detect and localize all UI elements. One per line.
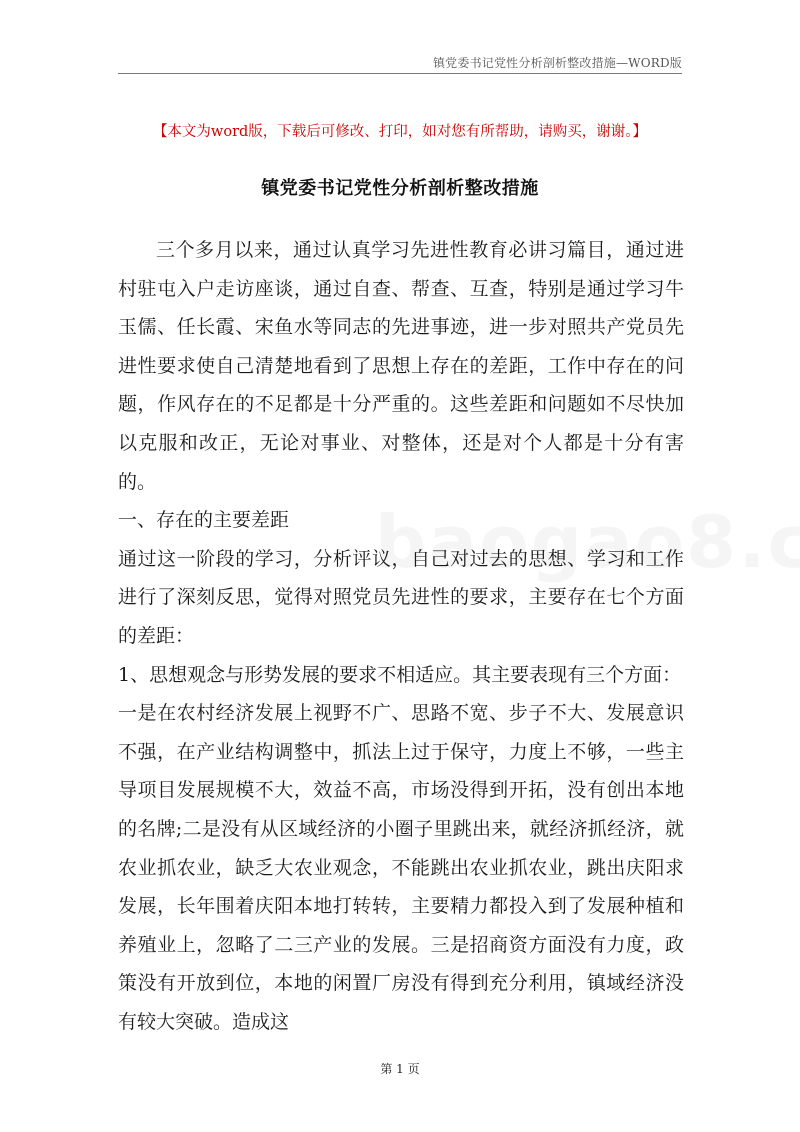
running-header: 镇党委书记党性分析剖析整改措施—WORD版 (432, 56, 682, 70)
page-number: 第 1 页 (380, 1062, 420, 1076)
header-divider (118, 73, 682, 74)
paragraph-reflection: 通过这一阶段的学习，分析评议，自己对过去的思想、学习和工作进行了深刻反思，觉得对照党员先进性的要求，主要存在七个方面的差距： (118, 547, 684, 647)
document-body (118, 231, 684, 1041)
paragraph-intro: 三个多月以来，通过认真学习先进性教育必讲习篇目，通过进村驻屯入户走访座谈，通过自查、帮查、互查，特别是通过学习牛玉儒、任长霞、宋鱼水等同志的先进事迹，进一步对照共产党员先进性要求使自己清楚地看到了思想上存在的差距，工作中存在的问题，作风存在的不足都是十分严重的。这些差距和问题如不尽快加以克服和改正，无论对事业、对整体，还是对个人都是十分有害的。 (118, 239, 684, 493)
section-heading: 一、存在的主要差距 (118, 509, 290, 532)
subsection-heading: 1、思想观念与形势发展的要求不相适应。其主要表现有三个方面： (118, 663, 682, 686)
paragraph-details: 一是在农村经济发展上视野不广、思路不宽、步子不大、发展意识不强，在产业结构调整中，抓法上过于保守，力度上不够，一些主导项目发展规模不大，效益不高，市场没得到开拓，没有创出本地的名牌;二是没有从区域经济的小圈子里跳出来，就经济抓经济，就农业抓农业，缺乏大农业观念，不能跳出农业抓农业，跳出庆阳求发展，长年围着庆阳本地打转转，主要精力都投入到了发展种植和养殖业上，忽略了二三产业的发展。三是招商资方面没有力度，政策没有开放到位，本地的闲置厂房没有得到充分利用，镇域经济没有较大突破。造成这 (118, 702, 684, 1033)
document-title: 镇党委书记党性分析剖析整改措施 (261, 178, 539, 199)
download-notice: 【本文为word版，下载后可修改、打印，如对您有所帮助，请购买，谢谢。】 (152, 124, 648, 140)
